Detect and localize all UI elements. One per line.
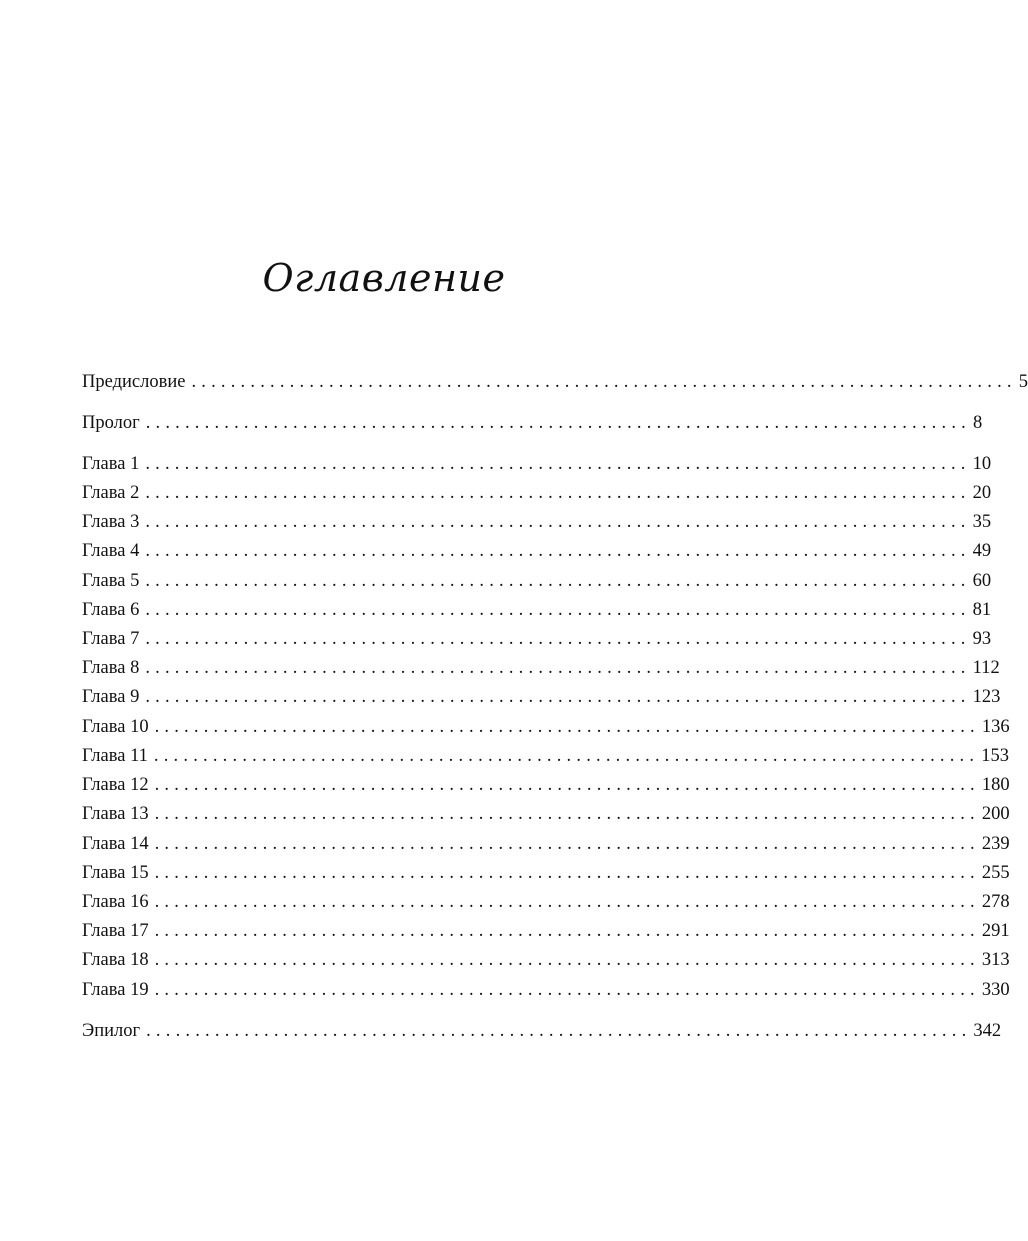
toc-entry[interactable]	[82, 684, 1001, 710]
toc-dot-leader: ....................................................................................	[154, 717, 980, 737]
toc-entry-label: Глава 15	[82, 863, 149, 883]
toc-dot-leader: ....................................................................................	[154, 892, 980, 912]
toc-dot-leader: ....................................................................................	[145, 600, 971, 620]
table-of-contents	[82, 0, 1028, 1241]
toc-entry[interactable]	[82, 714, 1010, 740]
toc-entry-page: 81	[972, 600, 992, 620]
toc-dot-leader: ....................................................................................	[145, 413, 971, 433]
toc-entry-page: 255	[981, 863, 1010, 883]
toc-dot-leader: ....................................................................................	[145, 512, 971, 532]
toc-entry-page: 49	[972, 541, 992, 561]
toc-entry-page: 8	[973, 413, 983, 433]
toc-dot-leader: ....................................................................................	[154, 834, 980, 854]
toc-entry-label: Глава 4	[82, 541, 140, 561]
toc-entry-page: 60	[972, 571, 992, 591]
toc-entry-page: 200	[981, 804, 1010, 824]
toc-dot-leader: ....................................................................................	[153, 746, 980, 766]
toc-entry-label: Глава 6	[82, 600, 140, 620]
toc-entry-page: 153	[981, 746, 1009, 766]
toc-dot-leader: ....................................................................................	[145, 454, 971, 474]
toc-entry-page: 342	[973, 1021, 1002, 1041]
toc-entry[interactable]	[82, 889, 1010, 915]
toc-entry[interactable]	[82, 977, 1010, 1003]
toc-entry-label: Глава 12	[82, 775, 149, 795]
toc-entry-page: 123	[972, 687, 1001, 707]
toc-entry-label: Глава 19	[82, 980, 149, 1000]
page-title: Оглавление	[262, 256, 506, 300]
toc-dot-leader: ....................................................................................	[154, 863, 980, 883]
toc-entry[interactable]	[82, 597, 992, 623]
toc-entry-label: Глава 13	[82, 804, 149, 824]
toc-dot-leader: ....................................................................................	[145, 658, 971, 678]
toc-entry[interactable]	[82, 1018, 1002, 1044]
toc-entry-page: 313	[981, 950, 1010, 970]
toc-dot-leader: ....................................................................................	[146, 1021, 972, 1041]
toc-entry[interactable]	[82, 568, 992, 594]
toc-dot-leader: ....................................................................................	[154, 950, 980, 970]
toc-entry-label: Глава 2	[82, 483, 140, 503]
toc-entry[interactable]	[82, 801, 1010, 827]
toc-entry-label: Глава 3	[82, 512, 140, 532]
toc-entry[interactable]	[82, 655, 1000, 681]
toc-entry-page: 20	[972, 483, 992, 503]
toc-dot-leader: ....................................................................................	[154, 804, 980, 824]
toc-entry-page: 239	[981, 834, 1010, 854]
toc-entry[interactable]	[82, 947, 1010, 973]
toc-entry[interactable]	[82, 743, 1009, 769]
toc-entry-label: Пролог	[82, 413, 140, 433]
toc-entry-page: 10	[972, 454, 992, 474]
toc-entry-page: 35	[972, 512, 992, 532]
toc-entry-page: 136	[981, 717, 1010, 737]
toc-dot-leader: ....................................................................................	[145, 687, 971, 707]
toc-entry-page: 5	[1018, 372, 1028, 392]
toc-entry-label: Глава 10	[82, 717, 149, 737]
toc-dot-leader: ....................................................................................	[145, 541, 971, 561]
toc-entry-label: Глава 9	[82, 687, 140, 707]
toc-entry[interactable]	[82, 410, 983, 436]
toc-dot-leader: ....................................................................................	[145, 571, 971, 591]
toc-entry[interactable]	[82, 538, 992, 564]
toc-entry[interactable]	[82, 480, 992, 506]
toc-entry-page: 180	[981, 775, 1010, 795]
toc-dot-leader: ....................................................................................	[191, 372, 1017, 392]
toc-entry[interactable]	[82, 451, 992, 477]
toc-entry-page: 330	[981, 980, 1010, 1000]
toc-entry-label: Эпилог	[82, 1021, 141, 1041]
toc-entry-page: 112	[972, 658, 1000, 678]
toc-entry[interactable]	[82, 626, 992, 652]
toc-entry[interactable]	[82, 509, 992, 535]
toc-entry-label: Глава 16	[82, 892, 149, 912]
toc-entry-label: Глава 5	[82, 571, 140, 591]
toc-dot-leader: ....................................................................................	[145, 629, 971, 649]
toc-dot-leader: ....................................................................................	[154, 775, 980, 795]
toc-entry-page: 93	[972, 629, 992, 649]
toc-entry-label: Глава 11	[82, 746, 148, 766]
toc-entry-label: Глава 7	[82, 629, 140, 649]
toc-entry-page: 291	[981, 921, 1010, 941]
toc-entry-label: Предисловие	[82, 372, 186, 392]
toc-dot-leader: ....................................................................................	[154, 980, 980, 1000]
toc-entry-page: 278	[981, 892, 1010, 912]
toc-entry[interactable]	[82, 772, 1010, 798]
toc-dot-leader: ....................................................................................	[145, 483, 971, 503]
toc-entry-label: Глава 1	[82, 454, 140, 474]
toc-entry[interactable]	[82, 860, 1010, 886]
toc-entry[interactable]	[82, 831, 1010, 857]
toc-dot-leader: ....................................................................................	[154, 921, 980, 941]
toc-entry-label: Глава 14	[82, 834, 149, 854]
toc-entry[interactable]	[82, 918, 1010, 944]
toc-entry-label: Глава 8	[82, 658, 140, 678]
toc-entry-label: Глава 17	[82, 921, 149, 941]
toc-entry-label: Глава 18	[82, 950, 149, 970]
toc-entry[interactable]	[82, 369, 1028, 395]
